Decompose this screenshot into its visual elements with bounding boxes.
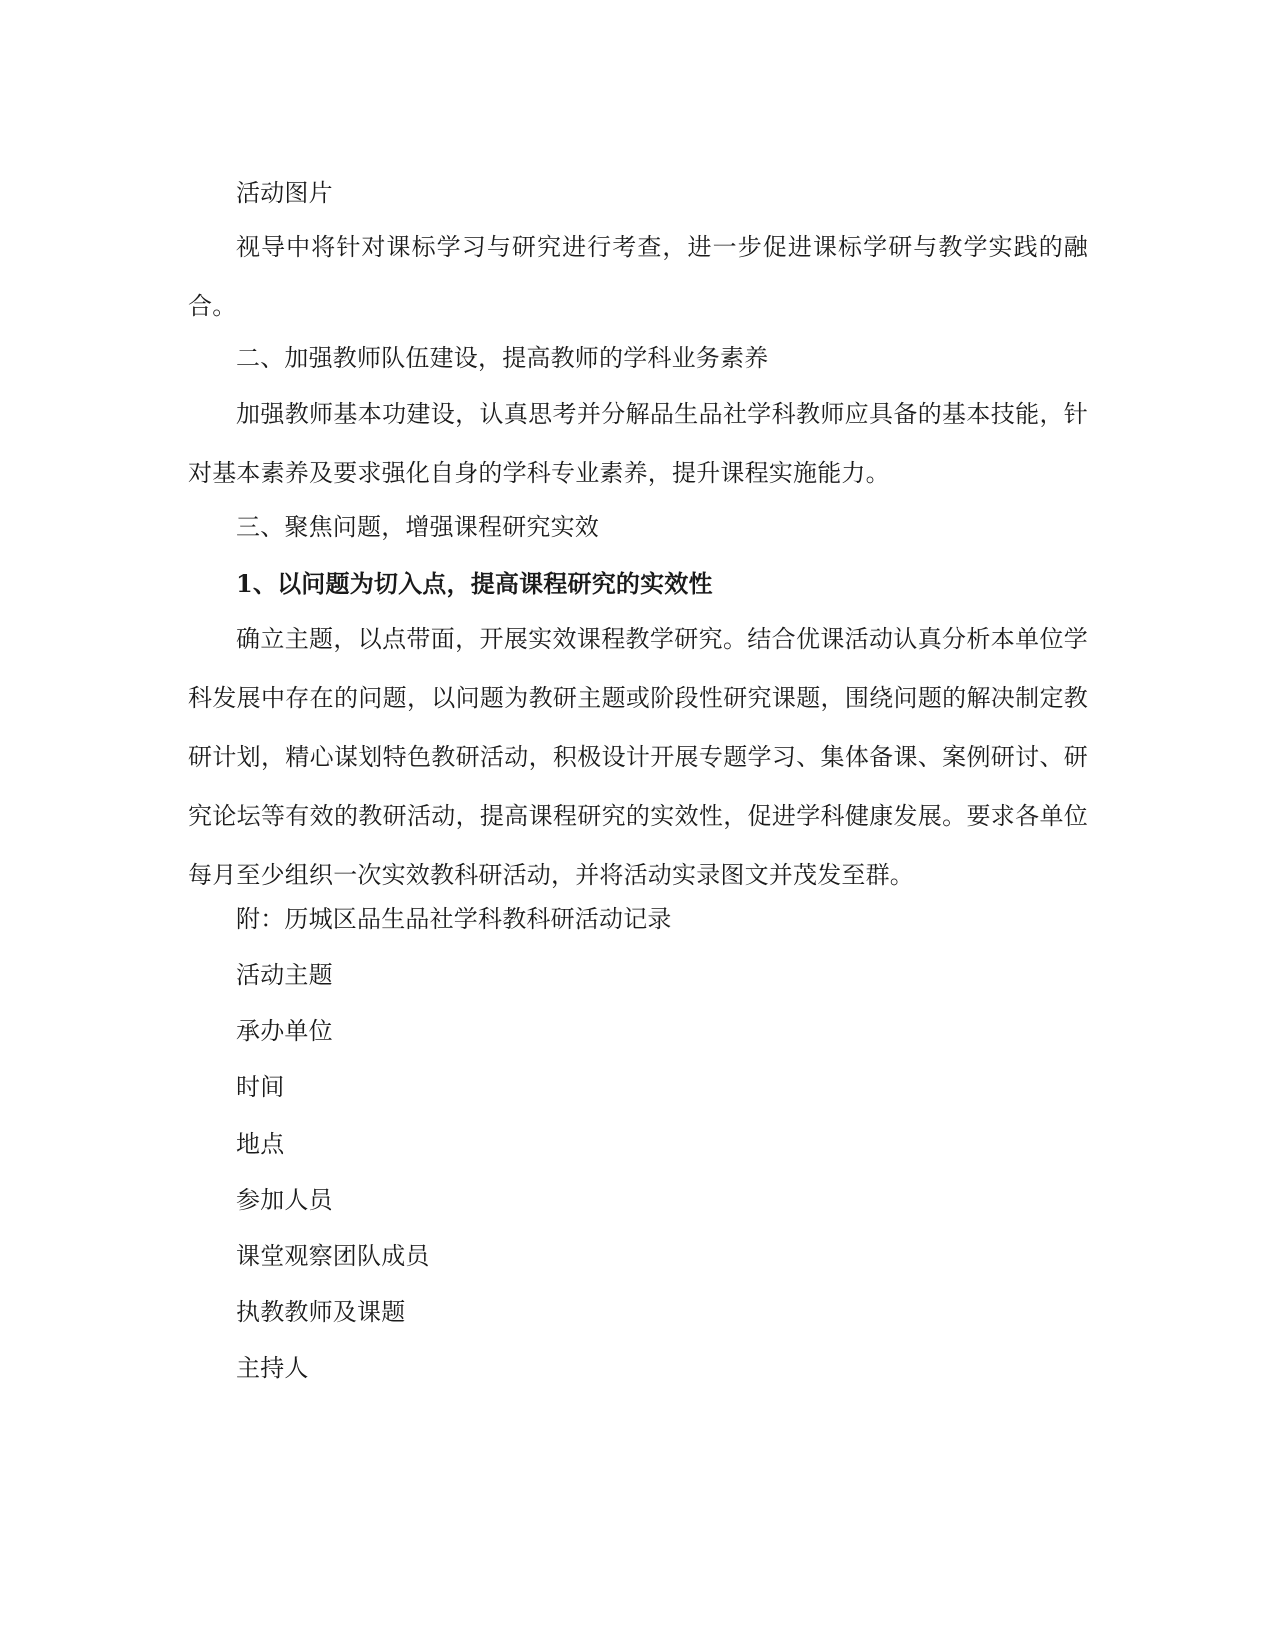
form-field-teacher-and-topic: 执教教师及课题 xyxy=(236,1298,406,1326)
section-heading-3: 三、聚焦问题，增强课程研究实效 xyxy=(236,513,599,541)
paragraph-research-topic: 确立主题，以点带面，开展实效课程教学研究。结合优课活动认真分析本单位学科发展中存在的问题，以问题为教研主题或阶段性研究课题，围绕问题的解决制定教研计划，精心谋划特色教研活动，积极设计开展专题学习、集体备课、案例研讨、研究论坛等有效的教研活动，提高课程研究的实效性，促进学科健康发展。要求各单位每月至少组织一次实效教科研活动，并将活动实录图文并茂发至群。 xyxy=(188,625,1088,889)
subheading-1: 1、以问题为切入点，提高课程研究的实效性 xyxy=(236,569,713,598)
paragraph-teacher-skills: 加强教师基本功建设，认真思考并分解品生品社学科教师应具备的基本技能，针对基本素养及要求强化自身的学科专业素养，提升课程实施能力。 xyxy=(188,400,1088,487)
form-field-participants: 参加人员 xyxy=(236,1186,333,1214)
form-field-observation-team: 课堂观察团队成员 xyxy=(236,1242,430,1270)
paragraph-curriculum-inspection: 视导中将针对课标学习与研究进行考查，进一步促进课标学研与教学实践的融合。 xyxy=(188,233,1088,320)
form-field-time: 时间 xyxy=(236,1073,285,1101)
caption-activity-photos: 活动图片 xyxy=(236,179,333,207)
form-field-host-unit: 承办单位 xyxy=(236,1017,333,1045)
form-field-location: 地点 xyxy=(236,1130,285,1158)
appendix-title: 附：历城区品生品社学科教科研活动记录 xyxy=(236,905,672,933)
form-field-host-person: 主持人 xyxy=(236,1354,309,1382)
section-heading-2: 二、加强教师队伍建设，提高教师的学科业务素养 xyxy=(236,344,769,372)
form-field-activity-theme: 活动主题 xyxy=(236,961,333,989)
